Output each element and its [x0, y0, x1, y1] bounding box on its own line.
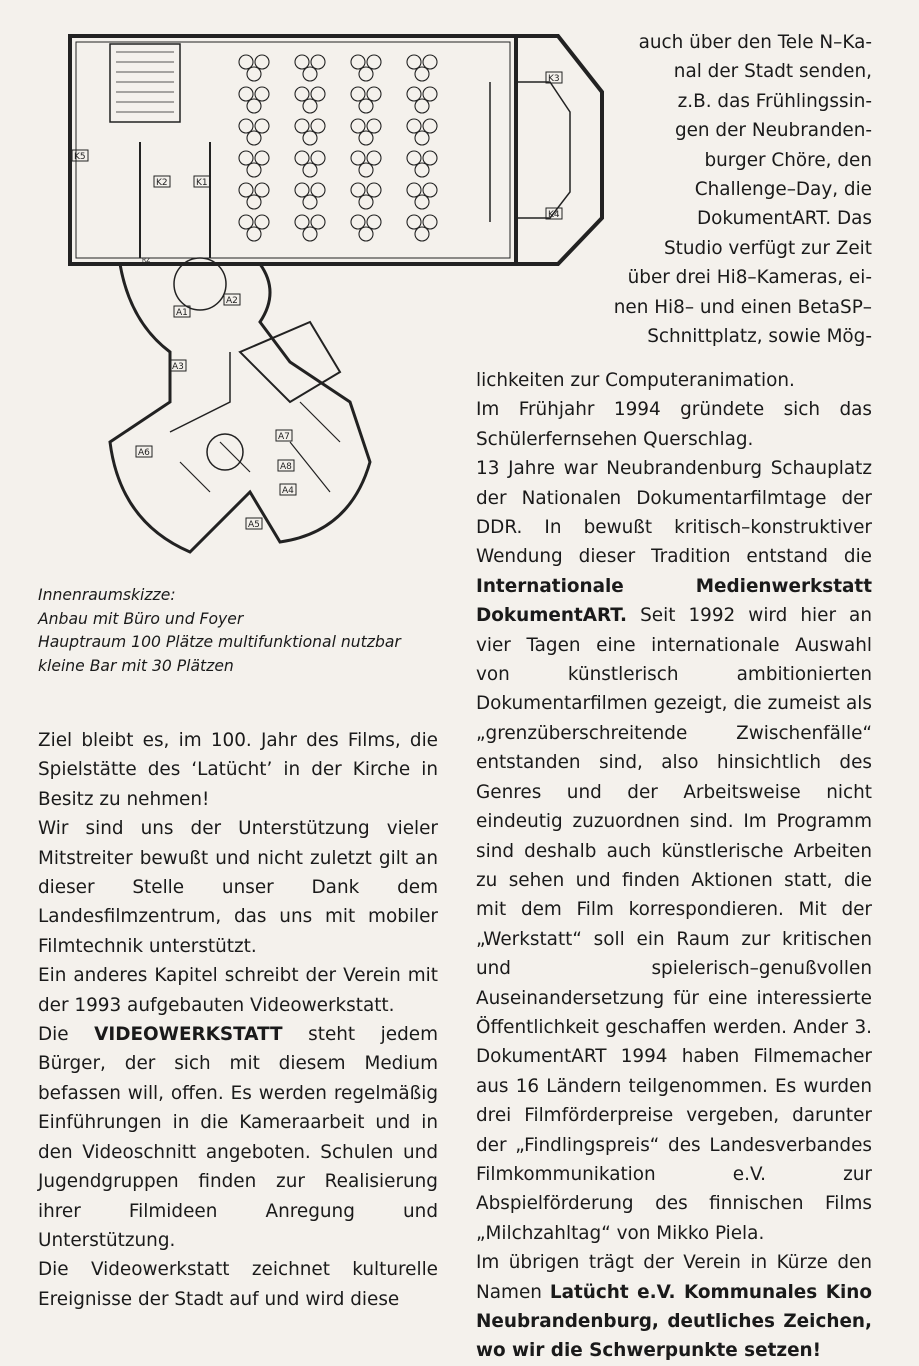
caption-line: kleine Bar mit 30 Plätzen: [38, 656, 234, 675]
text-run: Seit 1992 wird hier an vier Tagen eine internationale Auswahl von künstlerisch ambitionierten Dokumentarfilmen gezeigt, die zumeist als „grenzüberschreitende Zwischenfälle“ entstanden sind, also hinsichtlich des Genres und der Arbeitsweise nicht eindeutig zuzuordnen sind. Im Programm sind deshalb auch künstlerische Arbeiten zu sehen und finden Aktionen statt, die mit dem Film korrespondieren. Mit der „Werkstatt“ soll ein Raum zur kritischen und spielerisch–genußvollen Auseinandersetzung für eine interessierte Öffentlichkeit geschaffen werden. Ander 3. DokumentART 1994 haben Filmemacher aus 16 Ländern teilgenommen. Es wurden drei Filmförderpreise vergeben, darunter der „Findlingspreis“ des Landesverbandes Filmkommunikation e.V. zur Abspielförderung des finnischen Films „Milchzahltag“ von Mikko Piela.: [476, 605, 872, 1244]
paragraph: Ziel bleibt es, im 100. Jahr des Films, die Spielstätte des ‘Latücht’ in der Kirche in Besitz zu nehmen!: [38, 730, 438, 810]
intro-line: DokumentART. Das: [696, 208, 872, 230]
intro-line: nen Hi8– und einen BetaSP–: [613, 296, 872, 318]
intro-line: gen der Neubranden-: [674, 120, 872, 142]
paragraph: Im Frühjahr 1994 gründete sich das Schülerfernsehen Querschlag.: [476, 399, 872, 450]
plan-label-a3: A3: [172, 362, 184, 372]
plan-label-a4: A4: [282, 486, 294, 496]
right-column: [476, 366, 872, 1366]
plan-label-a2: A2: [226, 296, 238, 306]
bold-term-videowerkstatt: VIDEOWERKSTATT: [94, 1024, 283, 1046]
text-run: 13 Jahre war Neubrandenburg Schauplatz der Nationalen Dokumentarfilmtage der DDR. In bewußt kritisch–konstruktiver Wendung dieser Tradition entstand die: [476, 458, 872, 568]
plan-caption: [38, 584, 438, 678]
paragraph: lichkeiten zur Computeranimation.: [476, 370, 795, 391]
intro-line: z.B. das Frühlingssin-: [677, 90, 872, 112]
paragraph: Ein anderes Kapitel schreibt der Verein mit der 1993 aufgebauten Videowerkstatt.: [38, 965, 438, 1016]
plan-label-k2: K2: [156, 178, 168, 188]
paragraph: [38, 1020, 438, 1255]
intro-line: burger Chöre, den: [704, 149, 872, 171]
intro-line: über drei Hi8–Kameras, ei-: [627, 267, 872, 289]
plan-label-k5: K5: [74, 152, 86, 162]
caption-line: Innenraumskizze:: [38, 586, 176, 604]
intro-line: Challenge–Day, die: [694, 179, 872, 201]
paragraph: Die Videowerkstatt zeichnet kulturelle Ereignisse der Stadt auf und wird diese: [38, 1259, 438, 1310]
plan-label-k3: K3: [548, 74, 560, 84]
caption-line: Anbau mit Büro und Foyer: [38, 609, 244, 628]
paragraph: [476, 454, 872, 1248]
intro-text-block: [614, 28, 872, 351]
plan-label-a5: A5: [248, 520, 260, 530]
plan-label-a8: A8: [280, 462, 292, 472]
intro-line: Studio verfügt zur Zeit: [664, 237, 872, 259]
plan-label-a6: A6: [138, 448, 150, 458]
paragraph: [476, 1248, 872, 1366]
intro-line: Schnittplatz, sowie Mög-: [647, 326, 872, 348]
caption-line: Hauptraum 100 Plätze multifunktional nutzbar: [38, 633, 401, 651]
bold-term-medienwerkstatt: Internationale Medienwerkstatt DokumentART.: [476, 575, 872, 627]
plan-label-rz: RZ: [142, 257, 151, 264]
bold-closing-statement: Latücht e.V. Kommunales Kino Neubrandenburg, deutliches Zeichen, wo wir die Schwerpunkte setzen!: [476, 1281, 872, 1362]
plan-label-a1: A1: [176, 308, 188, 318]
paragraph: Wir sind uns der Unterstützung vieler Mitstreiter bewußt und nicht zuletzt gilt an dieser Stelle unser Dank dem Landesfilmzentrum, das uns mit mobiler Filmtechnik unterstützt.: [38, 818, 438, 957]
text-run: Die: [38, 1024, 95, 1046]
plan-label-a7: A7: [278, 432, 290, 442]
intro-line: nal der Stadt senden,: [673, 61, 872, 83]
intro-line: auch über den Tele N–Ka-: [638, 32, 872, 53]
plan-label-k1: K1: [196, 178, 208, 188]
plan-label-k4: K4: [548, 210, 560, 220]
text-run: steht jedem Bürger, der sich mit diesem Medium befassen will, offen. Es werden regelmäßig Einführungen in die Kameraarbeit und in den Videoschnitt angeboten. Schulen und Jugendgruppen finden zur Realisierung ihrer Filmideen Anregung und Unterstützung.: [38, 1024, 438, 1251]
left-column: [38, 726, 438, 1314]
text-run: Im übrigen trägt der Verein in Kürze den Namen: [476, 1252, 872, 1303]
